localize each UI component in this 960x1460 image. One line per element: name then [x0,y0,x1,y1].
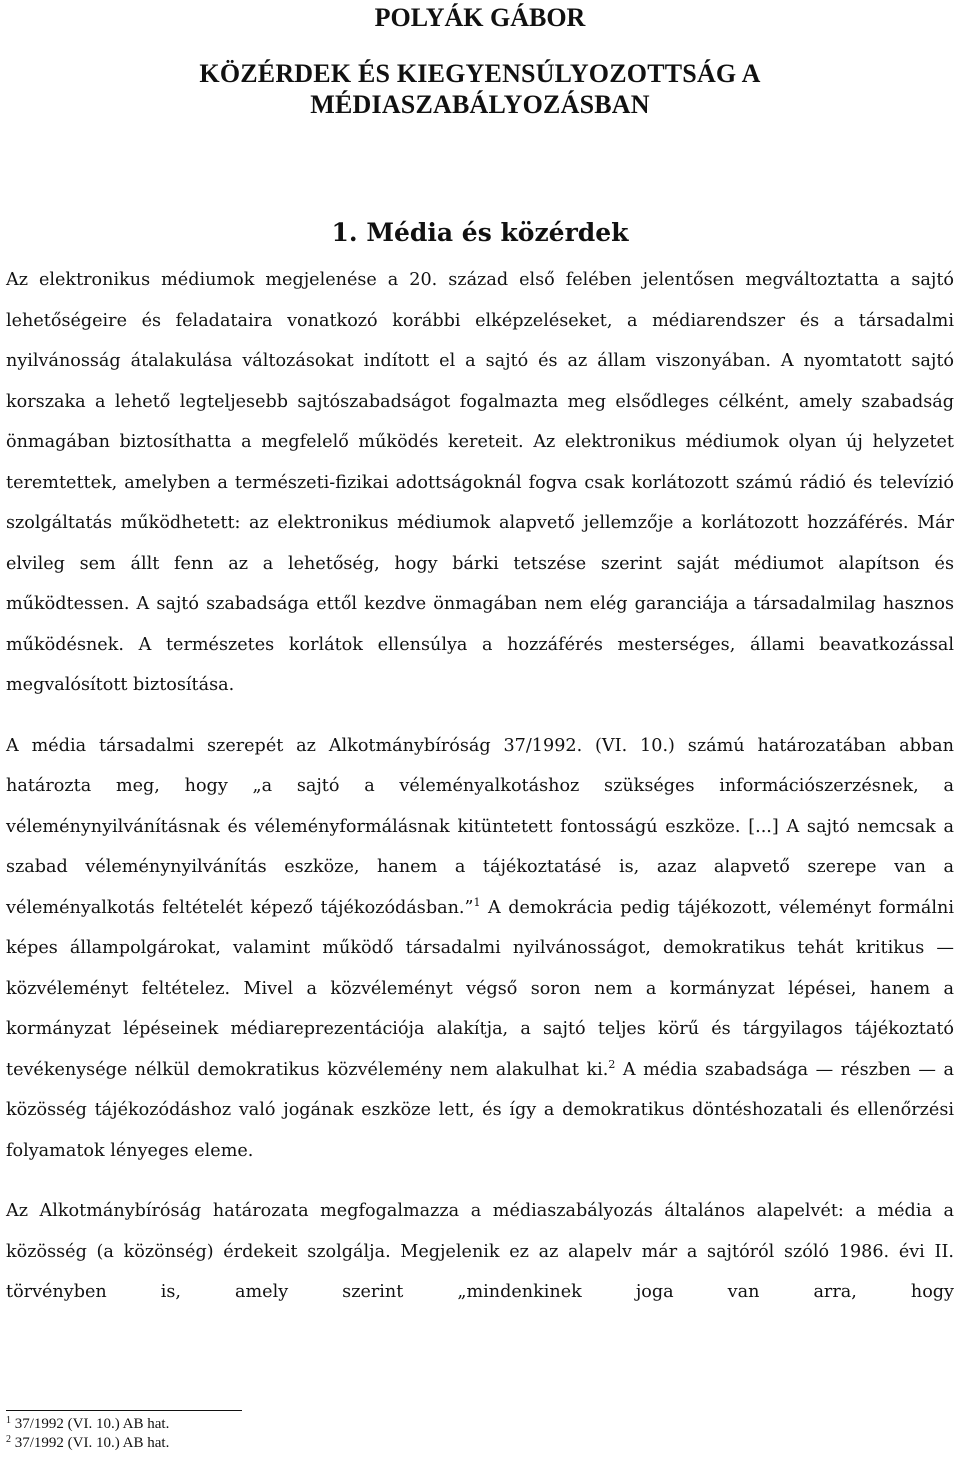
paragraph-2-part-b: A demokrácia pedig tájékozott, véleményt formálni képes állampolgárokat, valamint működő társadalmi nyilvánosságot, demokratikus tehát kritikus — közvéleményt feltételez. Mivel a közvéleményt végső soron nem a kormányzat lépései, hanem a kormányzat lépéseinek médiareprezentációja alakítja, a sajtó teljes körű és tárgyilagos tájékoztató tevékenysége nélkül demokratikus közvélemény nem alakulhat ki. [6,897,954,1080]
footnote-1-text: 37/1992 (VI. 10.) AB hat. [11,1416,170,1432]
footnote-ref-1[interactable]: 1 [473,895,481,909]
document-page [6,0,954,1313]
footnote-2 [6,1434,506,1453]
author-name: POLYÁK GÁBOR [374,3,586,32]
paragraph-1: Az elektronikus médiumok megjelenése a 20. század első felében jelentősen megváltoztatta a sajtó lehetőségeire és feladataira vonatkozó korábbi elképzeléseket, a médiarendszer és a társadalmi nyilvánosság átalakulása változásokat indított el a sajtó és az állam viszonyában. A nyomtatott sajtó korszaka a lehető legteljesebb sajtószabadságot fogalmazta meg elsődleges célként, amely szabadság önmagában biztosíthatta a megfelelő működés kereteit. Az elektronikus médiumok olyan új helyzetet teremtettek, amelyben a természeti-fizikai adottságoknál fogva csak korlátozott számú rádió és televízió szolgáltatás működhetett: az elektronikus médiumok alapvető jellemzője a korlátozott hozzáférés. Már elvileg sem állt fenn az a lehetőség, hogy bárki tetszése szerint saját médiumot alapítson és működtessen. A sajtó szabadsága ettől kezdve önmagában nem elég garanciája a társadalmilag hasznos működésnek. A természetes korlátok ellensúlya a hozzáférés mesterséges, állami beavatkozással megvalósított biztosítása. [6,270,954,695]
paragraph-2-part-a: A média társadalmi szerepét az Alkotmánybíróság 37/1992. (VI. 10.) számú határozatában abban határozta meg, hogy „a sajtó a véleményalkotáshoz szükséges információszerzésnek, a véleménynyilvánításnak és véleményformálásnak kitüntetett fontosságú eszköze. [...] A sajtó nemcsak a szabad véleménynyilvánítás eszköze, hanem a tájékoztatásé is, azaz alapvető szerepe van a véleményalkotás feltételét képező tájékozódásban.” [6,735,954,918]
document-title [6,58,954,120]
section-heading: 1. Média és közérdek [331,218,629,247]
footnote-1-mark: 1 [6,1415,11,1426]
title-line-2: MÉDIASZABÁLYOZÁSBAN [310,90,650,119]
title-line-1: KÖZÉRDEK ÉS KIEGYENSÚLYOZOTTSÁG A [199,59,761,88]
footnote-2-text: 37/1992 (VI. 10.) AB hat. [11,1435,170,1451]
footnote-ref-2[interactable]: 2 [608,1057,616,1071]
footnote-1 [6,1415,506,1434]
paragraph-2 [6,726,954,1172]
footnotes [6,1410,506,1453]
footnote-2-mark: 2 [6,1434,11,1445]
paragraph-3: Az Alkotmánybíróság határozata megfogalmazza a médiaszabályozás általános alapelvét: a média a közösség (a közönség) érdekeit szolgálja. Megjelenik ez az alapelv már a sajtóról szóló 1986. évi II. törvényben is, amely szerint „mindenkinek joga van arra, hogy [6,1201,954,1302]
paragraph-2-part-c: A média szabadsága — részben — a közösség tájékozódáshoz való jogának eszköze lett, és így a demokratikus döntéshozatali és ellenőrzési folyamatok lényeges eleme. [6,1059,955,1161]
footnote-separator [6,1410,242,1411]
